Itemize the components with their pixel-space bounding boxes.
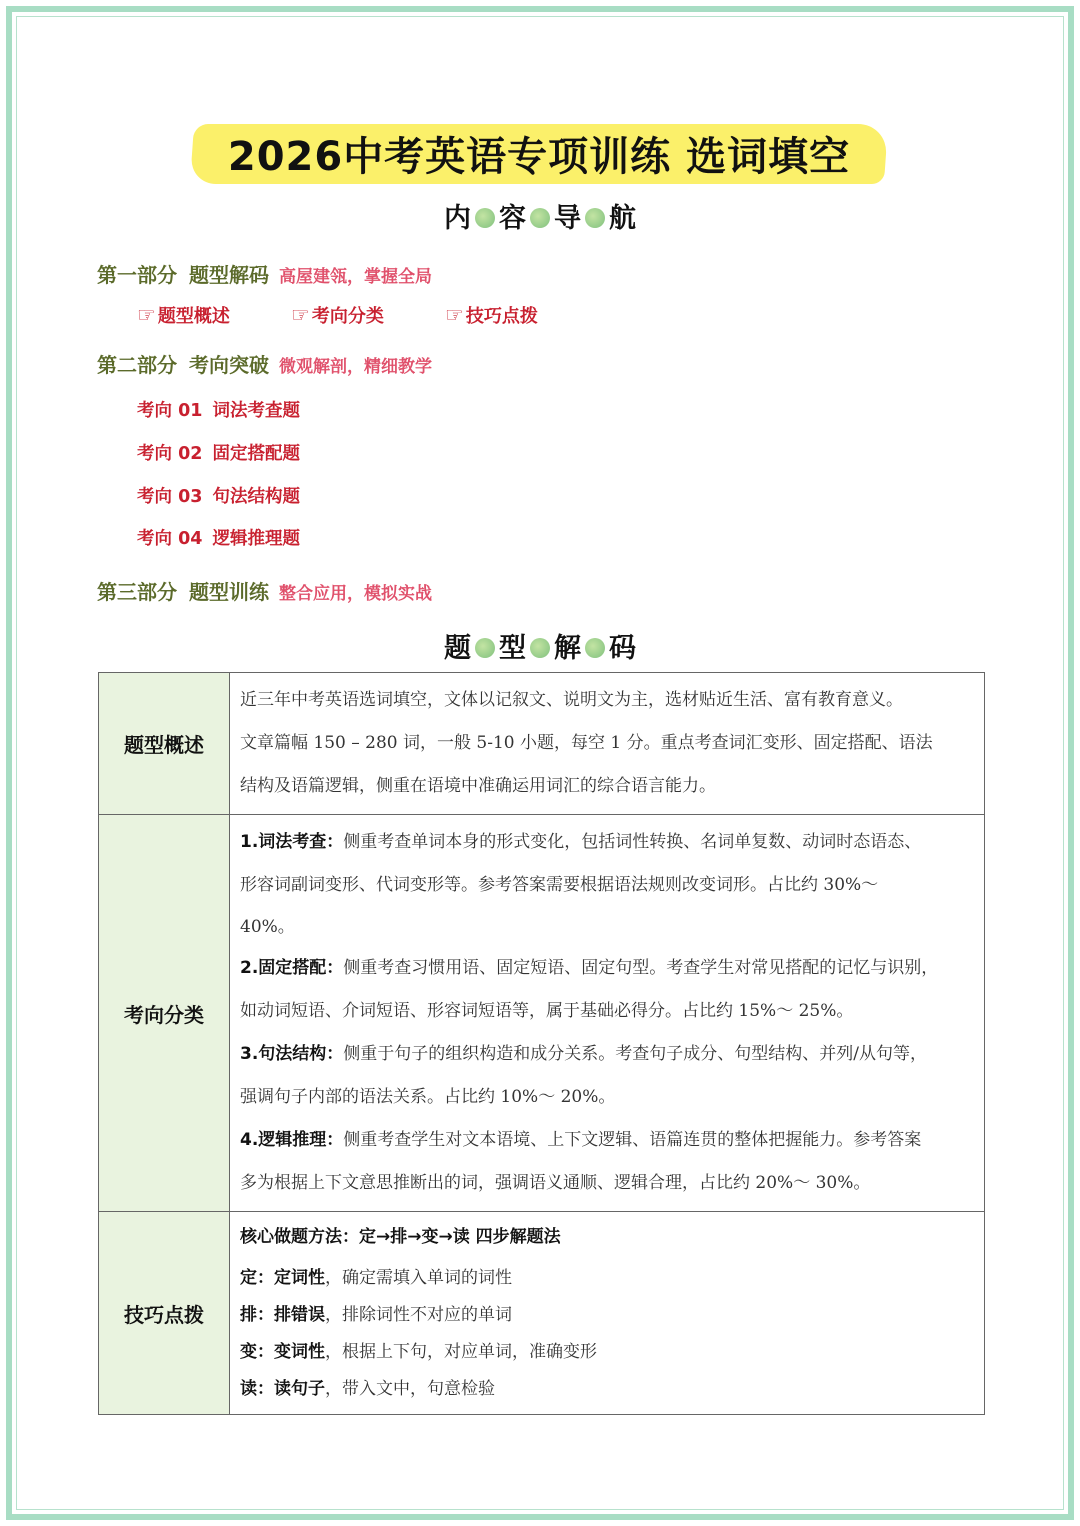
overview-line: 近三年中考英语选词填空，文体以记叙文、说明文为主，选材贴近生活、富有教育意义。	[240, 690, 903, 710]
tips-method: 核心做题方法：定→排→变→读 四步解题法	[240, 1227, 561, 1247]
nav-heading-char: 内	[444, 203, 471, 234]
nav-heading-char: 航	[609, 203, 636, 234]
part1-label: 第一部分	[97, 263, 177, 287]
category-line	[240, 947, 984, 990]
overview-line: 文章篇幅 150 – 280 词，一般 5-10 小题，每空 1 分。重点考查词汇变形、固定搭配、语法	[240, 733, 933, 753]
direction-number: 考向 03	[137, 487, 203, 507]
table-row	[99, 815, 985, 1212]
direction-item[interactable]	[137, 397, 300, 422]
direction-name: 句法结构题	[212, 487, 300, 507]
direction-name: 逻辑推理题	[212, 529, 300, 549]
nav-heading	[0, 196, 1080, 235]
tip-key: 定：	[240, 1268, 274, 1288]
tip-step	[240, 1260, 984, 1297]
overview-line: 结构及语篇逻辑，侧重在语境中准确运用词汇的综合语言能力。	[240, 776, 716, 796]
pointer-item-label: 考向分类	[311, 306, 384, 327]
decode-heading	[0, 626, 1080, 665]
pointing-hand-icon: ☞	[291, 303, 310, 327]
category-line	[240, 821, 984, 864]
direction-number: 考向 02	[137, 444, 203, 464]
green-dot-icon	[475, 208, 495, 228]
green-dot-icon	[585, 638, 605, 658]
decode-heading-char: 码	[609, 633, 636, 664]
category-item	[240, 947, 984, 1033]
category-line	[240, 1033, 984, 1076]
direction-item[interactable]	[137, 440, 300, 465]
category-line: 40%。	[240, 917, 295, 937]
category-text: 侧重考查学生对文本语境、上下文逻辑、语篇连贯的整体把握能力。参考答案	[343, 1130, 922, 1150]
category-item	[240, 1119, 984, 1205]
direction-item[interactable]	[137, 483, 300, 508]
decode-heading-char: 题	[444, 633, 471, 664]
pointing-hand-icon: ☞	[445, 303, 464, 327]
green-dot-icon	[530, 208, 550, 228]
part1-sub: 高屋建瓴，掌握全局	[279, 267, 432, 287]
tip-bold: 读句子	[274, 1379, 325, 1399]
tip-text: ，带入文中，句意检验	[325, 1379, 495, 1399]
table-row	[99, 1212, 985, 1415]
categories-content	[230, 815, 985, 1212]
category-line: 形容词副词变形、代词变形等。参考答案需要根据语法规则改变词形。占比约 30%～	[240, 875, 879, 895]
decode-heading-char: 型	[499, 633, 526, 664]
tip-text: ，根据上下句，对应单词，准确变形	[325, 1342, 597, 1362]
pointer-item[interactable]	[137, 302, 230, 328]
direction-name: 词法考查题	[212, 401, 300, 421]
category-item	[240, 1033, 984, 1119]
nav-heading-char: 容	[499, 203, 526, 234]
tip-step	[240, 1334, 984, 1371]
row-label: 题型概述	[99, 673, 230, 815]
category-text: 侧重考查习惯用语、固定短语、固定句型。考查学生对常见搭配的记忆与识别，	[343, 958, 939, 978]
direction-number: 考向 04	[137, 529, 203, 549]
tip-key: 变：	[240, 1342, 274, 1362]
decode-heading-char: 解	[554, 633, 581, 664]
category-head: 3.句法结构：	[240, 1044, 344, 1064]
part2-name: 考向突破	[189, 353, 269, 377]
table-row	[99, 673, 985, 815]
part3-label: 第三部分	[97, 580, 177, 604]
category-head: 1.词法考查：	[240, 832, 344, 852]
category-item	[240, 821, 984, 947]
tip-text: ，排除词性不对应的单词	[325, 1305, 512, 1325]
category-head: 4.逻辑推理：	[240, 1130, 344, 1150]
category-text: 侧重考查单词本身的形式变化，包括词性转换、名词单复数、动词时态语态、	[343, 832, 922, 852]
tip-bold: 定词性	[274, 1268, 325, 1288]
part3-name: 题型训练	[189, 580, 269, 604]
pointer-item-label: 题型概述	[157, 306, 230, 327]
pointer-item[interactable]	[445, 302, 538, 328]
category-line	[240, 1119, 984, 1162]
nav-heading-char: 导	[554, 203, 581, 234]
decode-table	[98, 672, 985, 1415]
tip-bold: 变词性	[274, 1342, 325, 1362]
part1-row	[97, 259, 432, 288]
category-head: 2.固定搭配：	[240, 958, 344, 978]
green-dot-icon	[585, 208, 605, 228]
direction-name: 固定搭配题	[212, 444, 300, 464]
part2-row	[97, 349, 432, 378]
part3-row	[97, 576, 432, 605]
tip-step	[240, 1371, 984, 1408]
page-title: 2026中考英语专项训练 选词填空	[227, 133, 851, 180]
row-label: 技巧点拨	[99, 1212, 230, 1415]
tip-step	[240, 1297, 984, 1334]
tip-bold: 排错误	[274, 1305, 325, 1325]
green-dot-icon	[475, 638, 495, 658]
pointer-item[interactable]	[291, 302, 384, 328]
category-line: 强调句子内部的语法关系。占比约 10%～ 20%。	[240, 1087, 616, 1107]
category-text: 侧重于句子的组织构造和成分关系。考查句子成分、句型结构、并列/从句等，	[343, 1044, 928, 1064]
direction-number: 考向 01	[137, 401, 203, 421]
tips-content	[230, 1212, 985, 1415]
row-label: 考向分类	[99, 815, 230, 1212]
tip-key: 排：	[240, 1305, 274, 1325]
title-banner	[192, 118, 886, 188]
pointing-hand-icon: ☞	[137, 303, 156, 327]
part2-sub: 微观解剖，精细教学	[279, 357, 432, 377]
tip-text: ，确定需填入单词的词性	[325, 1268, 512, 1288]
overview-content	[230, 673, 985, 815]
pointer-item-label: 技巧点拨	[465, 306, 538, 327]
part3-sub: 整合应用，模拟实战	[279, 584, 432, 604]
category-line: 如动词短语、介词短语、形容词短语等，属于基础必得分。占比约 15%～ 25%。	[240, 1001, 854, 1021]
part1-name: 题型解码	[189, 263, 269, 287]
direction-item[interactable]	[137, 525, 300, 550]
part2-label: 第二部分	[97, 353, 177, 377]
category-line: 多为根据上下文意思推断出的词，强调语义通顺、逻辑合理，占比约 20%～ 30%。	[240, 1173, 871, 1193]
tip-key: 读：	[240, 1379, 274, 1399]
green-dot-icon	[530, 638, 550, 658]
